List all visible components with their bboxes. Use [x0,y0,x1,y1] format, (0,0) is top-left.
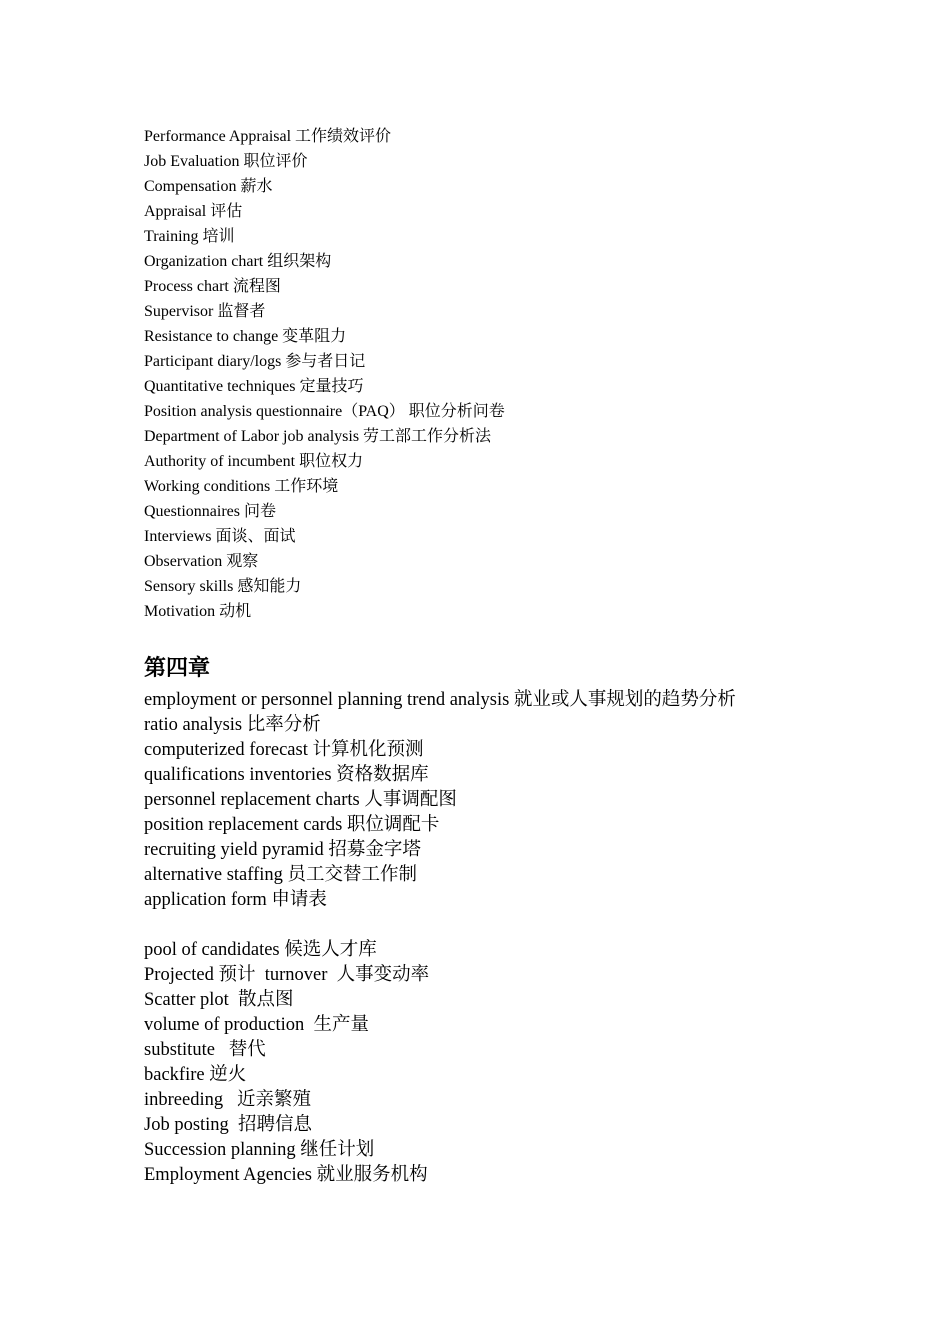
term-line: Sensory skills 感知能力 [144,578,302,595]
term-line: Quantitative techniques 定量技巧 [144,378,364,395]
term-line: ratio analysis 比率分析 [144,715,321,735]
term-line: qualifications inventories 资格数据库 [144,765,429,785]
term-line: Process chart 流程图 [144,278,281,295]
term-line: position replacement cards 职位调配卡 [144,815,440,835]
term-line: Job Evaluation 职位评价 [144,153,308,170]
term-line: Appraisal 评估 [144,203,243,220]
term-line: application form 申请表 [144,890,327,910]
blank-line [144,913,864,938]
term-line: alternative staffing 员工交替工作制 [144,865,417,885]
term-list-hr-basics [144,124,864,624]
term-line: Resistance to change 变革阻力 [144,328,347,345]
term-line: backfire 逆火 [144,1065,247,1085]
term-line: substitute 替代 [144,1040,266,1060]
term-line: Training 培训 [144,228,235,245]
term-line: Succession planning 继任计划 [144,1140,375,1160]
term-line: Department of Labor job analysis 劳工部工作分析法 [144,428,492,445]
term-line: Authority of incumbent 职位权力 [144,453,364,470]
term-line: pool of candidates 候选人才库 [144,940,377,960]
term-line: Working conditions 工作环境 [144,478,339,495]
term-line: Observation 观察 [144,553,259,570]
term-line: Organization chart 组织架构 [144,253,332,270]
chapter-heading: 第四章 [144,655,211,681]
term-line: Job posting 招聘信息 [144,1115,313,1135]
term-line: Supervisor 监督者 [144,303,266,320]
term-line: computerized forecast 计算机化预测 [144,740,424,760]
term-line: inbreeding 近亲繁殖 [144,1090,311,1110]
term-line: Projected 预计 turnover 人事变动率 [144,965,430,985]
term-line: Compensation 薪水 [144,178,273,195]
term-line: Interviews 面谈、面试 [144,528,296,545]
term-line: Performance Appraisal 工作绩效评价 [144,128,392,145]
term-line: personnel replacement charts 人事调配图 [144,790,457,810]
term-line: employment or personnel planning trend analysis 就业或人事规划的趋势分析 [144,690,736,710]
term-line: volume of production 生产量 [144,1015,370,1035]
term-line: Questionnaires 问卷 [144,503,276,520]
term-line: recruiting yield pyramid 招募金字塔 [144,840,421,860]
term-line: Position analysis questionnaire（PAQ） 职位分析问卷 [144,403,505,420]
term-line: Employment Agencies 就业服务机构 [144,1165,428,1185]
term-line: Participant diary/logs 参与者日记 [144,353,366,370]
term-list-chapter-four [144,688,864,1188]
term-line: Motivation 动机 [144,603,252,620]
term-line: Scatter plot 散点图 [144,990,294,1010]
document-page [144,124,864,1188]
